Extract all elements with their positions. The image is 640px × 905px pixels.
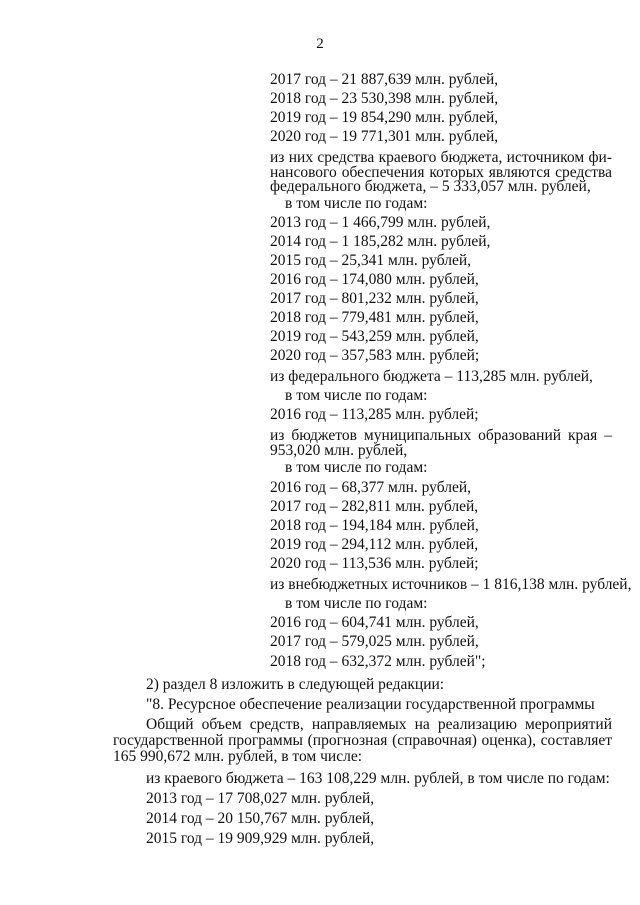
line-2019-b: 2019 год – 543,259 млн. рублей,	[270, 328, 479, 345]
line-2017-d: 2017 год – 579,025 млн. рублей,	[270, 633, 479, 650]
line-2013-e: 2013 год – 17 708,027 млн. рублей,	[146, 790, 375, 807]
federal-source-line-3: федерального бюджета, – 5 333,057 млн. рублей,	[270, 178, 591, 195]
municipal-paragraph	[270, 429, 612, 458]
section-8-heading: "8. Ресурсное обеспечение реализации государственной программы	[146, 696, 595, 713]
by-years-label-3: в том числе по годам:	[285, 459, 428, 476]
extrabudget-line: из внебюджетных источников – 1 816,138 млн. рублей,	[270, 576, 632, 593]
federal-source-paragraph	[270, 151, 612, 195]
federal-source-line-1: из них средства краевого бюджета, источником фи-	[270, 149, 612, 166]
line-2016-b: 2016 год – 174,080 млн. рублей,	[270, 271, 479, 288]
total-funding-line-3: 165 990,672 млн. рублей, в том числе:	[113, 748, 363, 765]
line-2017-c: 2017 год – 282,811 млн. рублей,	[270, 498, 479, 515]
line-2017-a: 2017 год – 21 887,639 млн. рублей,	[270, 71, 499, 88]
federal-budget-line: из федерального бюджета – 113,285 млн. рублей,	[270, 368, 593, 385]
line-2020-b: 2020 год – 357,583 млн. рублей;	[270, 347, 480, 364]
by-years-label-1: в том числе по годам:	[285, 195, 428, 212]
line-2020-c: 2020 год – 113,536 млн. рублей;	[270, 555, 479, 572]
line-2015-b: 2015 год – 25,341 млн. рублей,	[270, 252, 472, 269]
federal-source-line-2: нансового обеспечения которых являются средства	[270, 163, 612, 181]
line-2016-d: 2016 год – 604,741 млн. рублей,	[270, 614, 479, 631]
by-years-label-4: в том числе по годам:	[285, 595, 428, 612]
municipal-line-2: 953,020 млн. рублей,	[270, 441, 408, 459]
total-funding-line-2: государственной программы (прогнозная (справочная) оценка), составляет	[113, 732, 612, 749]
line-2018-c: 2018 год – 194,184 млн. рублей,	[270, 517, 479, 534]
page-number: 2	[316, 36, 324, 52]
line-2018-d: 2018 год – 632,372 млн. рублей";	[270, 653, 486, 670]
line-2018-a: 2018 год – 23 530,398 млн. рублей,	[270, 90, 499, 107]
line-2015-e: 2015 год – 19 909,929 млн. рублей,	[146, 830, 375, 847]
line-2016-fed: 2016 год – 113,285 млн. рублей;	[270, 406, 479, 423]
regional-budget-line: из краевого бюджета – 163 108,229 млн. рублей, в том числе по годам:	[146, 770, 610, 787]
line-2016-c: 2016 год – 68,377 млн. рублей,	[270, 479, 472, 496]
line-2020-a: 2020 год – 19 771,301 млн. рублей,	[270, 128, 499, 145]
line-2017-b: 2017 год – 801,232 млн. рублей,	[270, 290, 479, 307]
municipal-line-1: из бюджетов муниципальных образований края –	[270, 427, 612, 444]
total-funding-line-1: Общий объем средств, направляемых на реализацию мероприятий	[146, 716, 612, 733]
line-2018-b: 2018 год – 779,481 млн. рублей,	[270, 309, 479, 326]
total-funding-paragraph	[113, 717, 612, 765]
by-years-label-2: в том числе по годам:	[285, 387, 428, 404]
item-2-line: 2) раздел 8 изложить в следующей редакции:	[146, 676, 445, 693]
line-2014-e: 2014 год – 20 150,767 млн. рублей,	[146, 810, 375, 827]
line-2019-c: 2019 год – 294,112 млн. рублей,	[270, 536, 479, 553]
line-2013-b: 2013 год – 1 466,799 млн. рублей,	[270, 214, 491, 231]
line-2019-a: 2019 год – 19 854,290 млн. рублей,	[270, 109, 499, 126]
line-2014-b: 2014 год – 1 185,282 млн. рублей,	[270, 233, 491, 250]
